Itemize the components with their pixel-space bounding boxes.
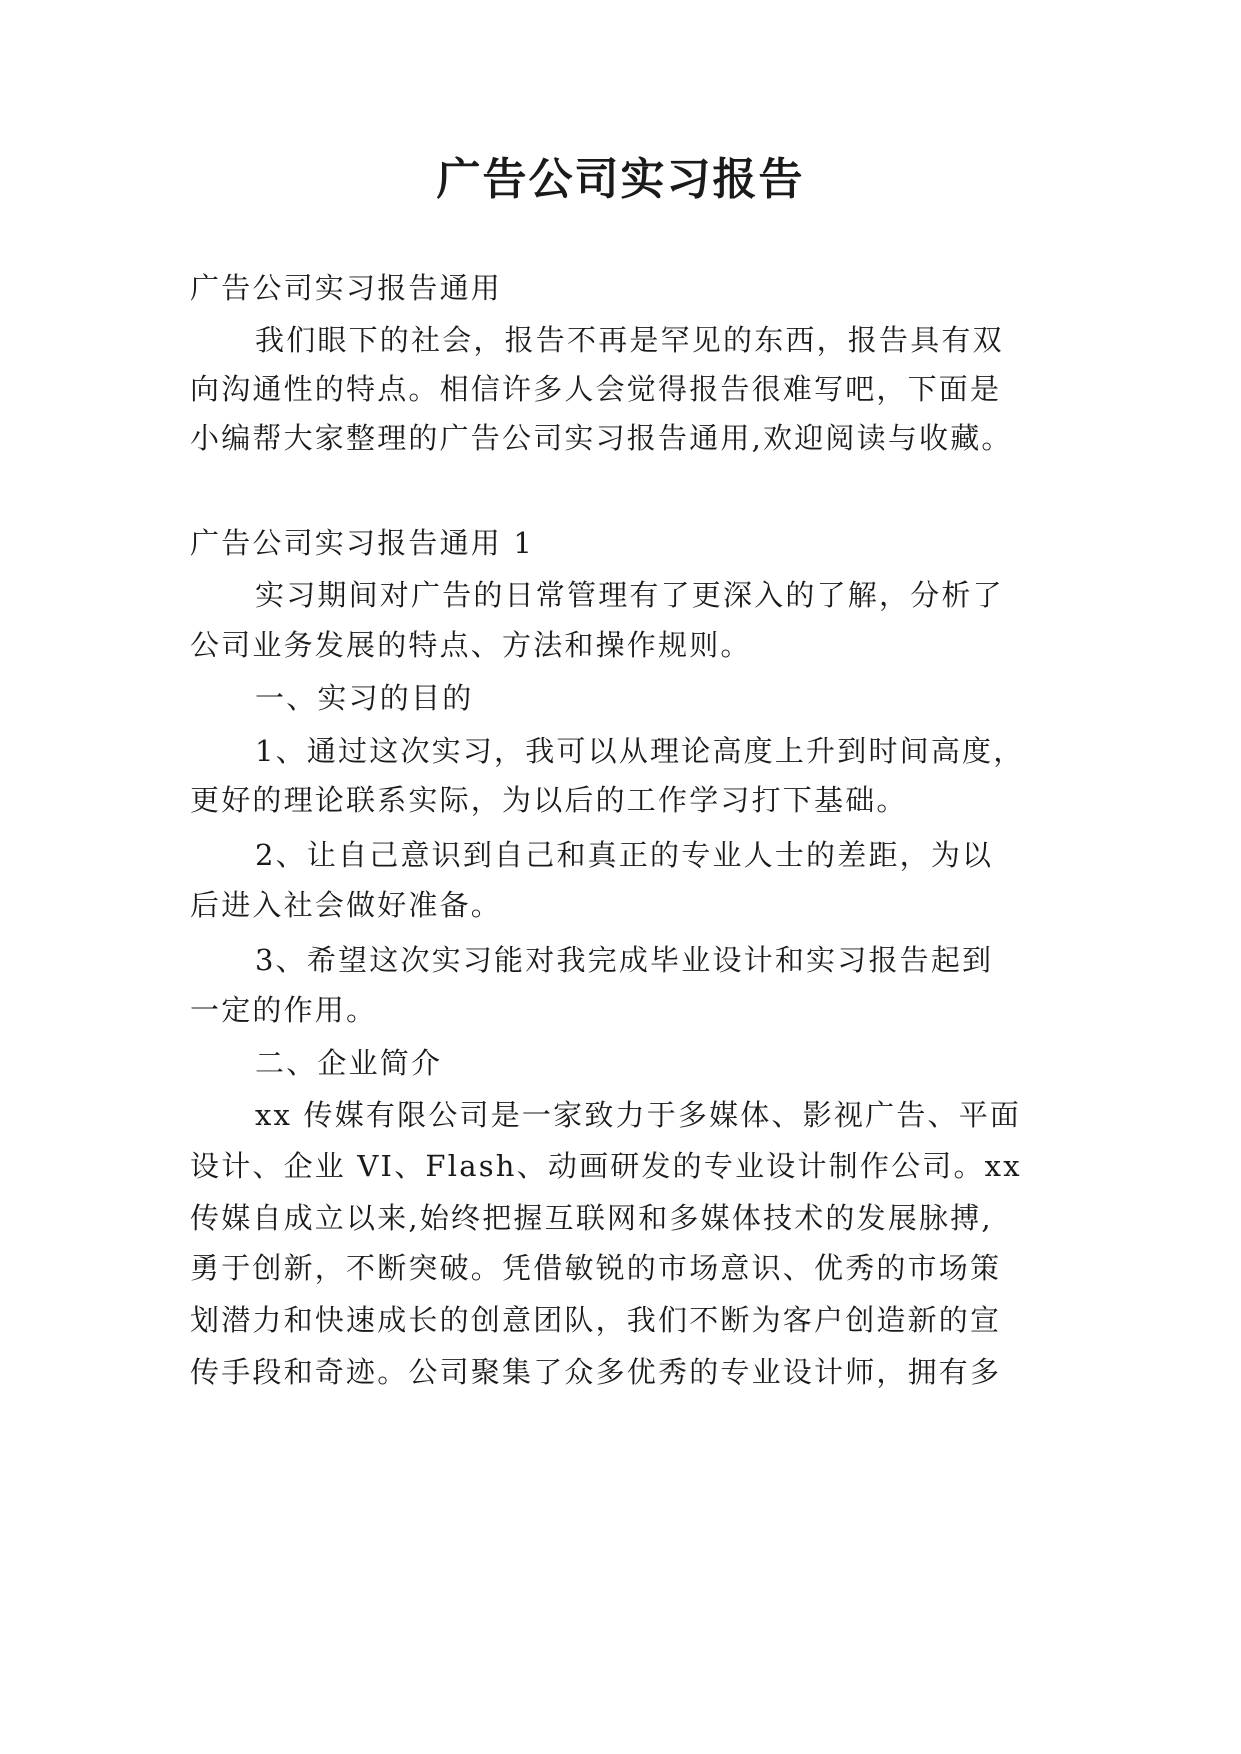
paragraph-line: 传手段和奇迹。公司聚集了众多优秀的专业设计师，拥有多 (190, 1355, 1002, 1389)
paragraph-line: 向沟通性的特点。相信许多人会觉得报告很难写吧，下面是 (190, 372, 1002, 406)
list-item-line: 3、希望这次实习能对我完成毕业设计和实习报告起到 (255, 943, 994, 977)
paragraph-line: 划潜力和快速成长的创意团队，我们不断为客户创造新的宣 (190, 1303, 1002, 1337)
paragraph-line: xx 传媒有限公司是一家致力于多媒体、影视广告、平面 (255, 1098, 1022, 1132)
list-item-line: 后进入社会做好准备。 (190, 888, 503, 922)
paragraph-line: 公司业务发展的特点、方法和操作规则。 (190, 628, 752, 662)
list-item-line: 一定的作用。 (190, 993, 378, 1027)
paragraph-line: 设计、企业 VI、Flash、动画研发的专业设计制作公司。xx (190, 1149, 1022, 1183)
subtitle: 广告公司实习报告通用 (190, 271, 503, 305)
paragraph-line: 勇于创新，不断突破。凭借敏锐的市场意识、优秀的市场策 (190, 1251, 1002, 1285)
list-heading: 一、实习的目的 (255, 681, 474, 715)
paragraph-line: 实习期间对广告的日常管理有了更深入的了解，分析了 (255, 578, 1004, 612)
section-heading: 广告公司实习报告通用 1 (190, 526, 535, 560)
paragraph-line: 小编帮大家整理的广告公司实习报告通用,欢迎阅读与收藏。 (190, 421, 1013, 455)
paragraph-line: 我们眼下的社会，报告不再是罕见的东西，报告具有双 (255, 323, 1004, 357)
paragraph-line: 传媒自成立以来,始终把握互联网和多媒体技术的发展脉搏, (190, 1201, 993, 1235)
list-heading: 二、企业简介 (255, 1046, 443, 1080)
document-title: 广告公司实习报告 (436, 154, 805, 205)
list-item-line: 1、通过这次实习，我可以从理论高度上升到时间高度， (255, 734, 1025, 768)
list-item-line: 更好的理论联系实际，为以后的工作学习打下基础。 (190, 783, 908, 817)
list-item-line: 2、让自己意识到自己和真正的专业人士的差距，为以 (255, 838, 994, 872)
